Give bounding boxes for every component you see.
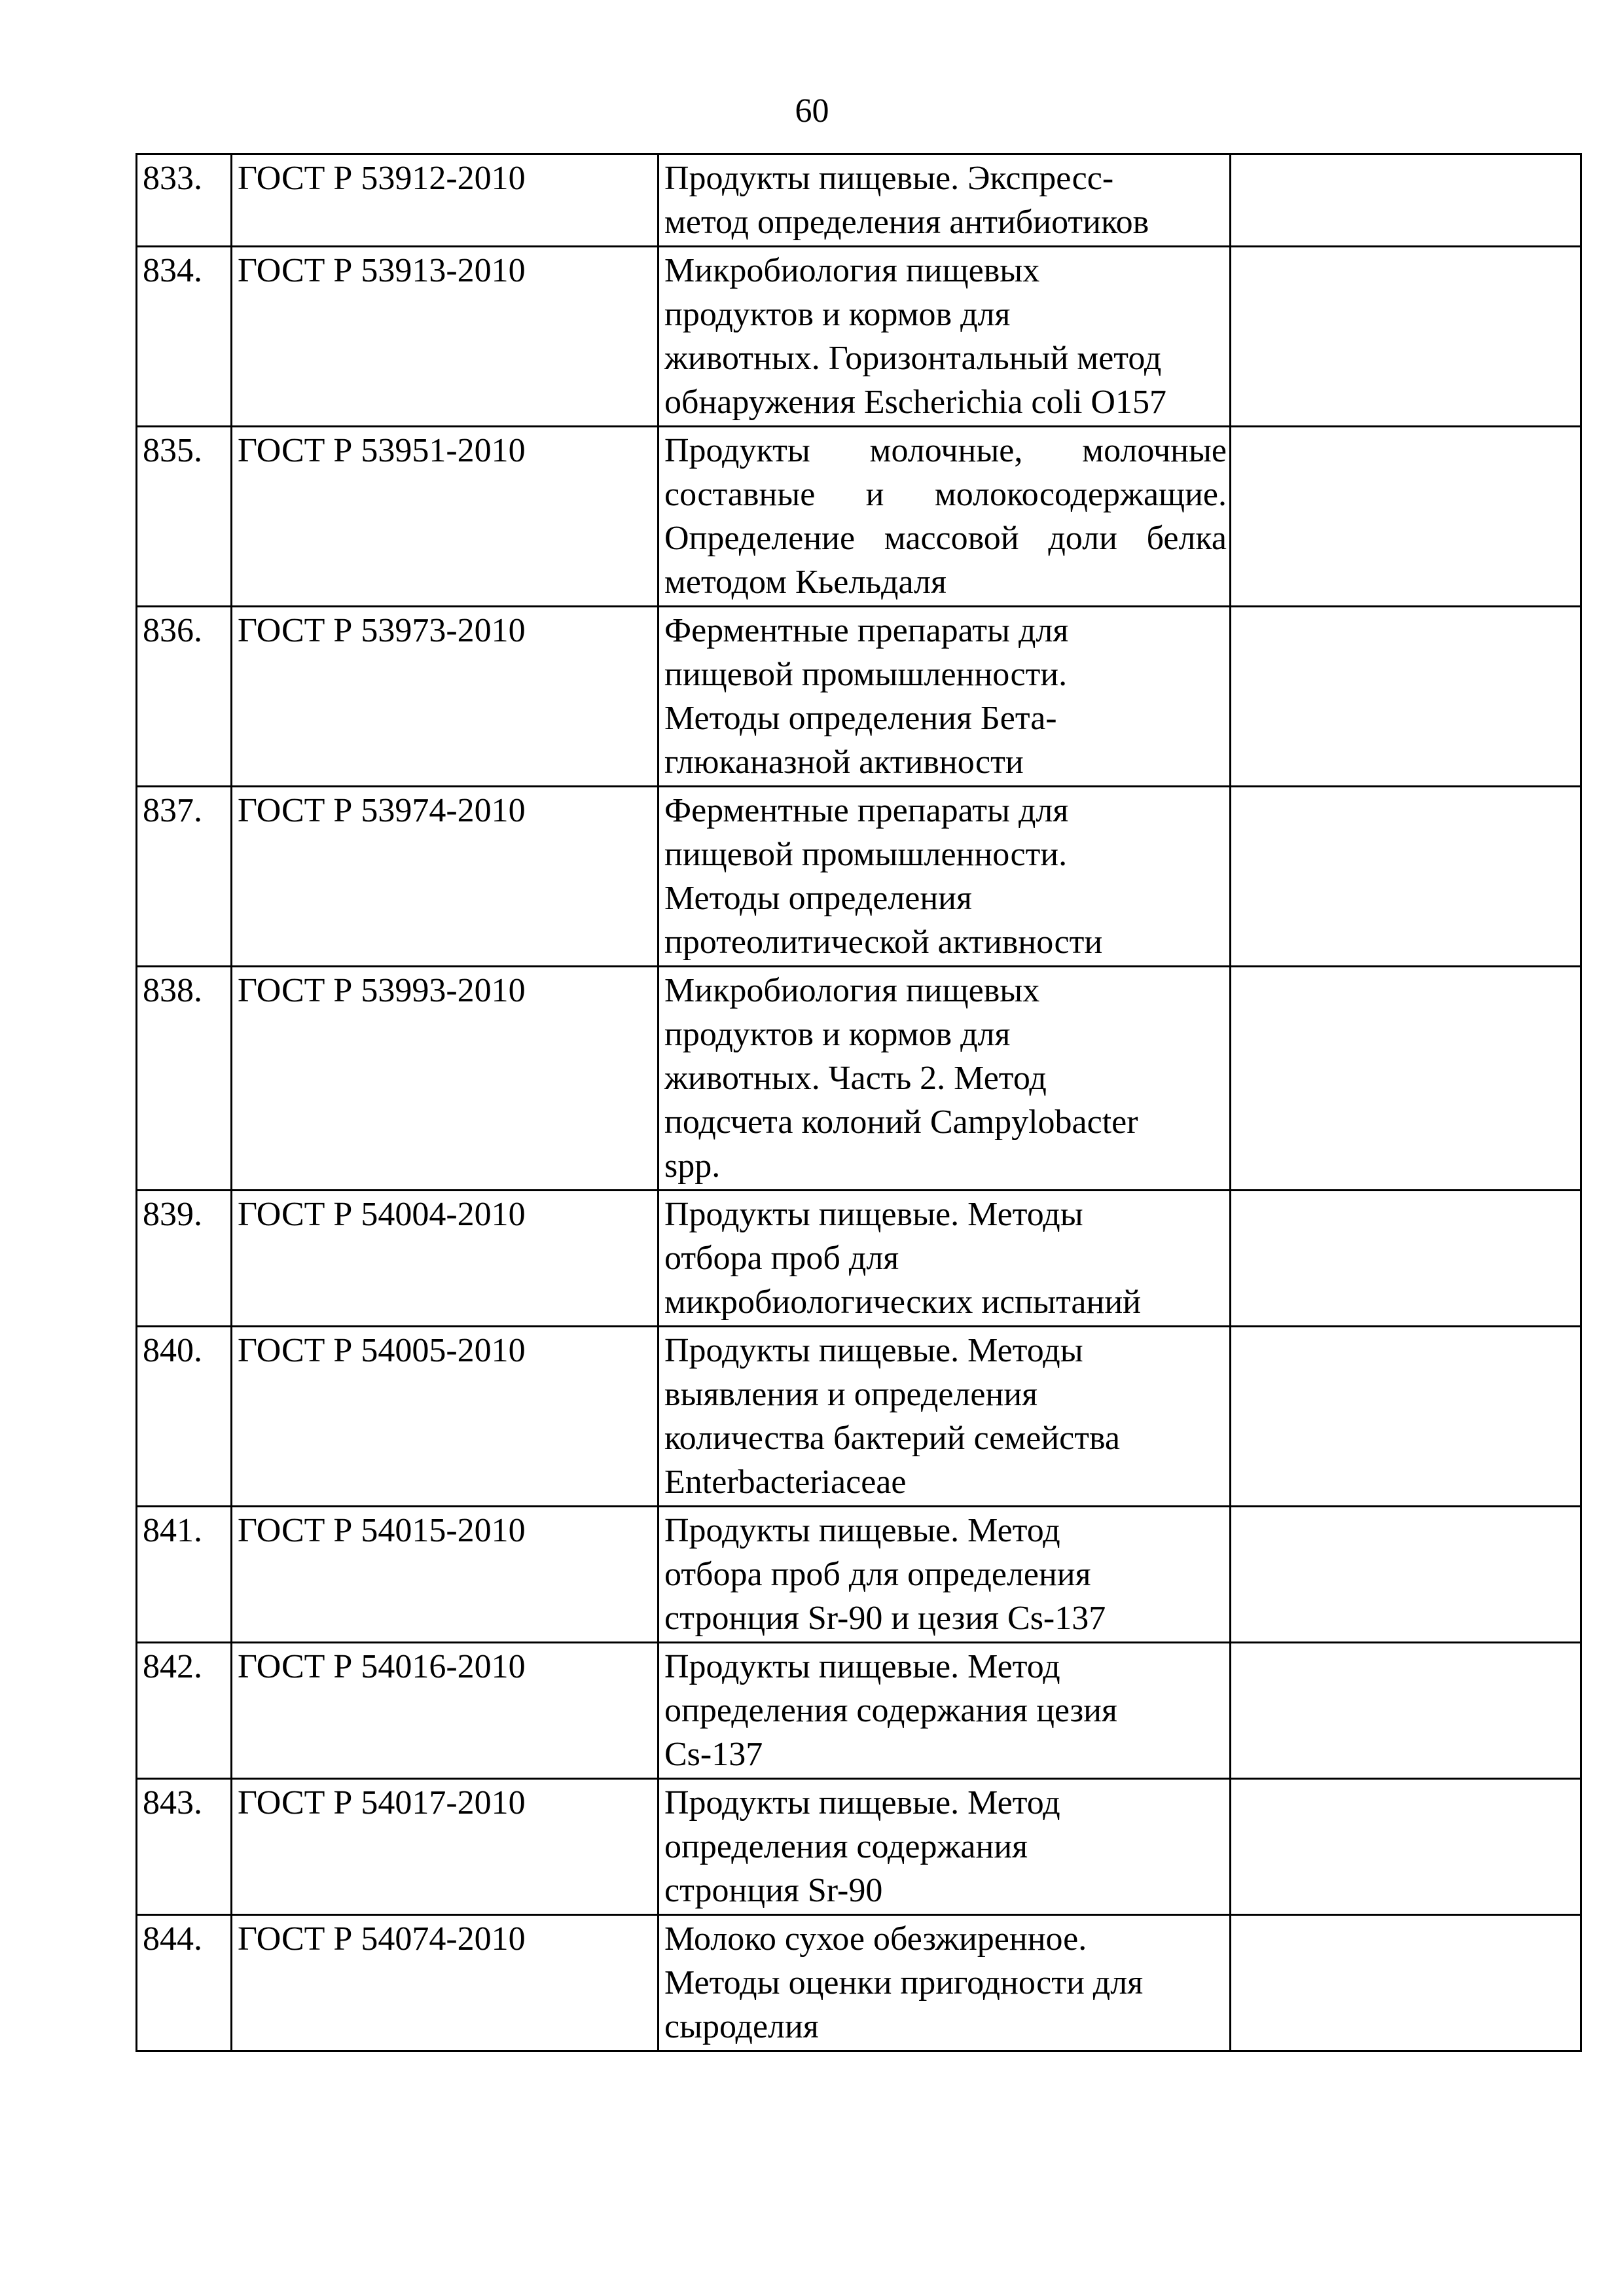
title-line: Продукты пищевые. Методы: [664, 1332, 1083, 1369]
row-number: 834.: [137, 247, 232, 427]
standard-code: ГОСТ Р 53973-2010: [232, 607, 659, 787]
row-number: 837.: [137, 787, 232, 967]
standard-title: [659, 1191, 1231, 1327]
standard-code: ГОСТ Р 54015-2010: [232, 1507, 659, 1643]
empty-cell: [1231, 607, 1581, 787]
standards-table: [135, 153, 1582, 2052]
empty-cell: [1231, 247, 1581, 427]
table-row: [137, 1643, 1581, 1779]
title-line: Продукты молочные, молочные: [664, 432, 1227, 469]
title-line: обнаружения Escherichia coli O157: [664, 384, 1166, 421]
title-line: количества бактерий семейства: [664, 1420, 1120, 1457]
row-number: 842.: [137, 1643, 232, 1779]
title-line: определения содержания: [664, 1828, 1028, 1865]
title-line: Продукты пищевые. Метод: [664, 1648, 1060, 1685]
standard-title: [659, 1507, 1231, 1643]
title-line: spp.: [664, 1147, 721, 1185]
row-number: 836.: [137, 607, 232, 787]
standard-title: [659, 247, 1231, 427]
title-line: продуктов и кормов для: [664, 1016, 1011, 1053]
standard-title: [659, 787, 1231, 967]
title-line: отбора проб для: [664, 1240, 899, 1277]
standard-title: [659, 1327, 1231, 1507]
standard-title: [659, 154, 1231, 247]
title-line: Enterbacteriaceae: [664, 1463, 907, 1501]
table-row: [137, 247, 1581, 427]
title-line: Продукты пищевые. Метод: [664, 1784, 1060, 1821]
title-line: отбора проб для определения: [664, 1556, 1091, 1593]
title-line: пищевой промышленности.: [664, 836, 1068, 873]
title-line: методом Кьельдаля: [664, 564, 947, 601]
standard-title: [659, 1643, 1231, 1779]
standard-code: ГОСТ Р 54017-2010: [232, 1779, 659, 1915]
standard-code: ГОСТ Р 53913-2010: [232, 247, 659, 427]
empty-cell: [1231, 967, 1581, 1191]
row-number: 844.: [137, 1915, 232, 2051]
title-line: определения содержания цезия: [664, 1692, 1117, 1729]
standard-title: [659, 1779, 1231, 1915]
title-line: составные и молокосодержащие.: [664, 476, 1227, 513]
title-line: животных. Часть 2. Метод: [664, 1060, 1047, 1097]
standard-title: [659, 1915, 1231, 2051]
table-row: [137, 787, 1581, 967]
standard-code: ГОСТ Р 53993-2010: [232, 967, 659, 1191]
title-line: Ферментные препараты для: [664, 612, 1069, 649]
empty-cell: [1231, 1191, 1581, 1327]
table-row: [137, 1779, 1581, 1915]
standard-code: ГОСТ Р 54074-2010: [232, 1915, 659, 2051]
table-row: [137, 154, 1581, 247]
row-number: 833.: [137, 154, 232, 247]
title-line: Методы определения: [664, 880, 972, 917]
table-row: [137, 1915, 1581, 2051]
empty-cell: [1231, 427, 1581, 607]
standard-title: [659, 607, 1231, 787]
page-number: 60: [795, 92, 829, 130]
row-number: 839.: [137, 1191, 232, 1327]
title-line: Микробиология пищевых: [664, 252, 1040, 289]
table-row: [137, 1327, 1581, 1507]
table-row: [137, 427, 1581, 607]
title-line: животных. Горизонтальный метод: [664, 340, 1162, 377]
table-row: [137, 1191, 1581, 1327]
title-line: Методы оценки пригодности для: [664, 1964, 1144, 2001]
title-line: протеолитической активности: [664, 924, 1103, 961]
title-line: стронция Sr-90: [664, 1872, 883, 1909]
title-line: метод определения антибиотиков: [664, 204, 1149, 241]
title-line: Cs-137: [664, 1736, 763, 1773]
title-line: микробиологических испытаний: [664, 1283, 1141, 1321]
standard-code: ГОСТ Р 53951-2010: [232, 427, 659, 607]
standard-code: ГОСТ Р 53912-2010: [232, 154, 659, 247]
title-line: глюканазной активности: [664, 744, 1024, 781]
title-line: Определение массовой доли белка: [664, 520, 1227, 557]
title-line: стронция Sr-90 и цезия Cs-137: [664, 1600, 1106, 1637]
title-line: выявления и определения: [664, 1376, 1038, 1413]
standard-title: [659, 967, 1231, 1191]
standard-title: [659, 427, 1231, 607]
empty-cell: [1231, 787, 1581, 967]
standard-code: ГОСТ Р 54004-2010: [232, 1191, 659, 1327]
table-row: [137, 1507, 1581, 1643]
empty-cell: [1231, 154, 1581, 247]
empty-cell: [1231, 1915, 1581, 2051]
title-line: Методы определения Бета-: [664, 700, 1057, 737]
standard-code: ГОСТ Р 54016-2010: [232, 1643, 659, 1779]
row-number: 835.: [137, 427, 232, 607]
empty-cell: [1231, 1643, 1581, 1779]
empty-cell: [1231, 1779, 1581, 1915]
title-line: сыроделия: [664, 2008, 819, 2045]
row-number: 840.: [137, 1327, 232, 1507]
title-line: Микробиология пищевых: [664, 972, 1040, 1009]
row-number: 838.: [137, 967, 232, 1191]
title-line: подсчета колоний Campylobacter: [664, 1103, 1138, 1141]
title-line: пищевой промышленности.: [664, 656, 1068, 693]
row-number: 843.: [137, 1779, 232, 1915]
title-line: Продукты пищевые. Экспресс-: [664, 160, 1114, 197]
title-line: Продукты пищевые. Методы: [664, 1196, 1083, 1233]
table-row: [137, 607, 1581, 787]
title-line: Ферментные препараты для: [664, 792, 1069, 829]
title-line: Продукты пищевые. Метод: [664, 1512, 1060, 1549]
row-number: 841.: [137, 1507, 232, 1643]
table-row: [137, 967, 1581, 1191]
standard-code: ГОСТ Р 53974-2010: [232, 787, 659, 967]
title-line: продуктов и кормов для: [664, 296, 1011, 333]
title-line: Молоко сухое обезжиренное.: [664, 1920, 1087, 1958]
empty-cell: [1231, 1507, 1581, 1643]
standard-code: ГОСТ Р 54005-2010: [232, 1327, 659, 1507]
empty-cell: [1231, 1327, 1581, 1507]
